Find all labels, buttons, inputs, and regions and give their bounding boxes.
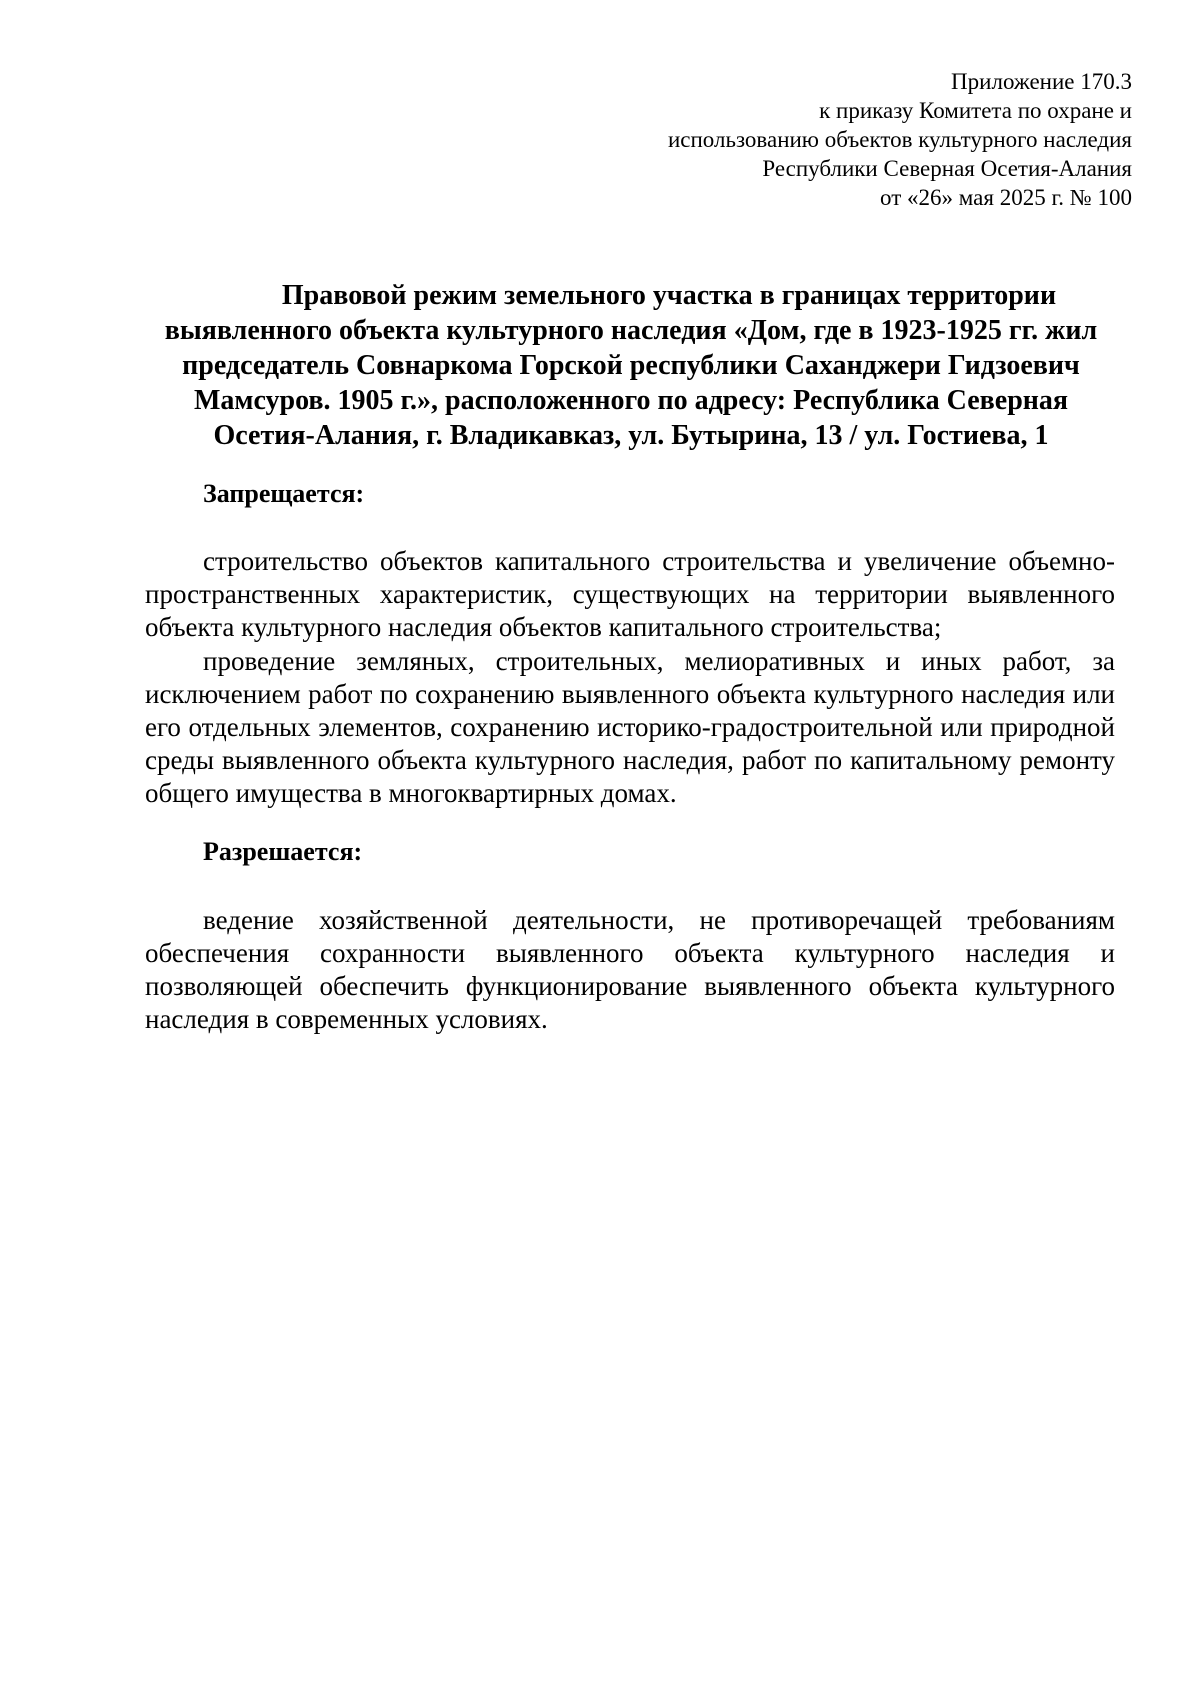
permitted-paragraph: ведение хозяйственной деятельности, не противоречащей требованиям обеспечения сохранности выявленного объекта культурного наследия и позволяющей обеспечить функционирование выявленного объекта культурного наследия в современных условиях. bbox=[145, 905, 1115, 1034]
appendix-number: Приложение 170.3 bbox=[951, 69, 1132, 94]
title-line: председатель Совнаркома Горской республики Саханджери Гидзоевич bbox=[182, 350, 1080, 381]
prohibited-section bbox=[145, 545, 1115, 810]
document-title bbox=[147, 278, 1115, 453]
appendix-date: от «26» мая 2025 г. № 100 bbox=[880, 185, 1132, 210]
prohibited-heading: Запрещается: bbox=[203, 479, 365, 508]
permitted-section bbox=[145, 904, 1115, 1036]
title-line: Правовой режим земельного участка в границах территории bbox=[281, 280, 1057, 311]
prohibited-paragraph: проведение земляных, строительных, мелиоративных и иных работ, за исключением работ по сохранению выявленного объекта культурного наследия или его отдельных элементов, сохранению историко-градостроительной или природной среды выявленного объекта культурного наследия, работ по капитальному ремонту общего имущества в многоквартирных домах. bbox=[145, 646, 1115, 808]
prohibited-paragraph: строительство объектов капитального строительства и увеличение объемно-пространственных характеристик, существующих на территории выявленного объекта культурного наследия объектов капитального строительства; bbox=[145, 546, 1115, 642]
title-line: Мамсуров. 1905 г.», расположенного по адресу: Республика Северная bbox=[193, 385, 1069, 416]
title-line: Осетия-Алания, г. Владикавказ, ул. Бутырина, 13 / ул. Гостиева, 1 bbox=[213, 420, 1049, 451]
appendix-order-ref: к приказу Комитета по охране и bbox=[819, 98, 1132, 123]
appendix-block bbox=[572, 67, 1132, 212]
title-line: выявленного объекта культурного наследия «Дом, где в 1923-1925 гг. жил bbox=[164, 315, 1098, 346]
permitted-heading: Разрешается: bbox=[203, 837, 363, 866]
appendix-committee: использованию объектов культурного наследия bbox=[667, 127, 1132, 152]
appendix-republic: Республики Северная Осетия-Алания bbox=[762, 156, 1132, 181]
